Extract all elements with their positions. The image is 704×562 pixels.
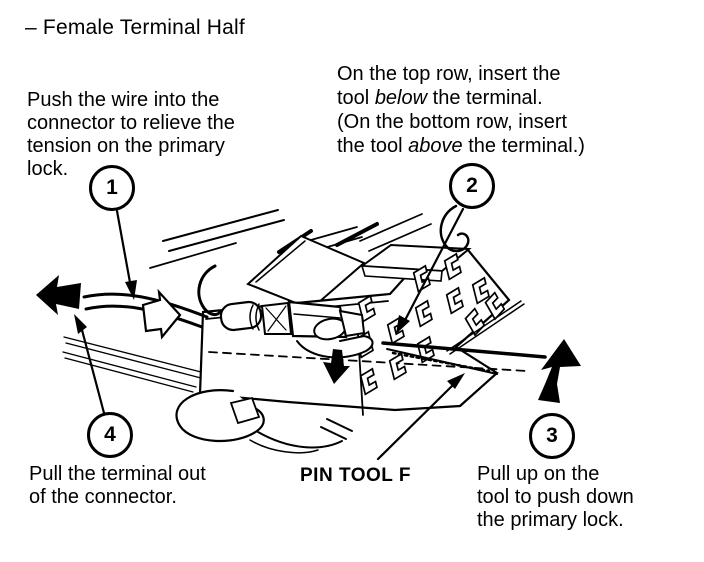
instruction-line: Pull up on the <box>477 463 600 485</box>
leader-line-4 <box>82 330 104 413</box>
instruction-line: Push the wire into the <box>27 89 220 111</box>
instruction-line: of the connector. <box>29 486 177 508</box>
callout-1: 1 <box>89 165 135 211</box>
pin-tool-label: PIN TOOL F <box>300 465 411 486</box>
page-title: – Female Terminal Half <box>25 16 245 39</box>
instruction-line: tool below the terminal. <box>337 87 543 109</box>
callout-3: 3 <box>529 413 575 459</box>
pull-wire-out-arrow-icon <box>36 275 81 315</box>
instruction-step-4 <box>29 463 206 509</box>
instruction-line: tension on the primary <box>27 135 225 157</box>
instruction-step-1 <box>27 89 235 181</box>
instruction-line: lock. <box>27 158 69 180</box>
instruction-step-2 <box>337 62 585 158</box>
instruction-line: (On the bottom row, insert <box>337 111 568 133</box>
instruction-step-3 <box>477 463 634 532</box>
leader-line-1 <box>117 211 131 288</box>
instruction-line: connector to relieve the <box>27 112 235 134</box>
callout-2: 2 <box>449 163 495 209</box>
instruction-line: the tool above the terminal.) <box>337 135 585 157</box>
instruction-line: the primary lock. <box>477 509 624 531</box>
instruction-line: On the top row, insert the <box>337 63 561 85</box>
pull-up-arrow-icon <box>538 339 581 403</box>
instruction-line: Pull the terminal out <box>29 463 206 485</box>
instruction-line: tool to push down <box>477 486 634 508</box>
callout-4: 4 <box>87 412 133 458</box>
